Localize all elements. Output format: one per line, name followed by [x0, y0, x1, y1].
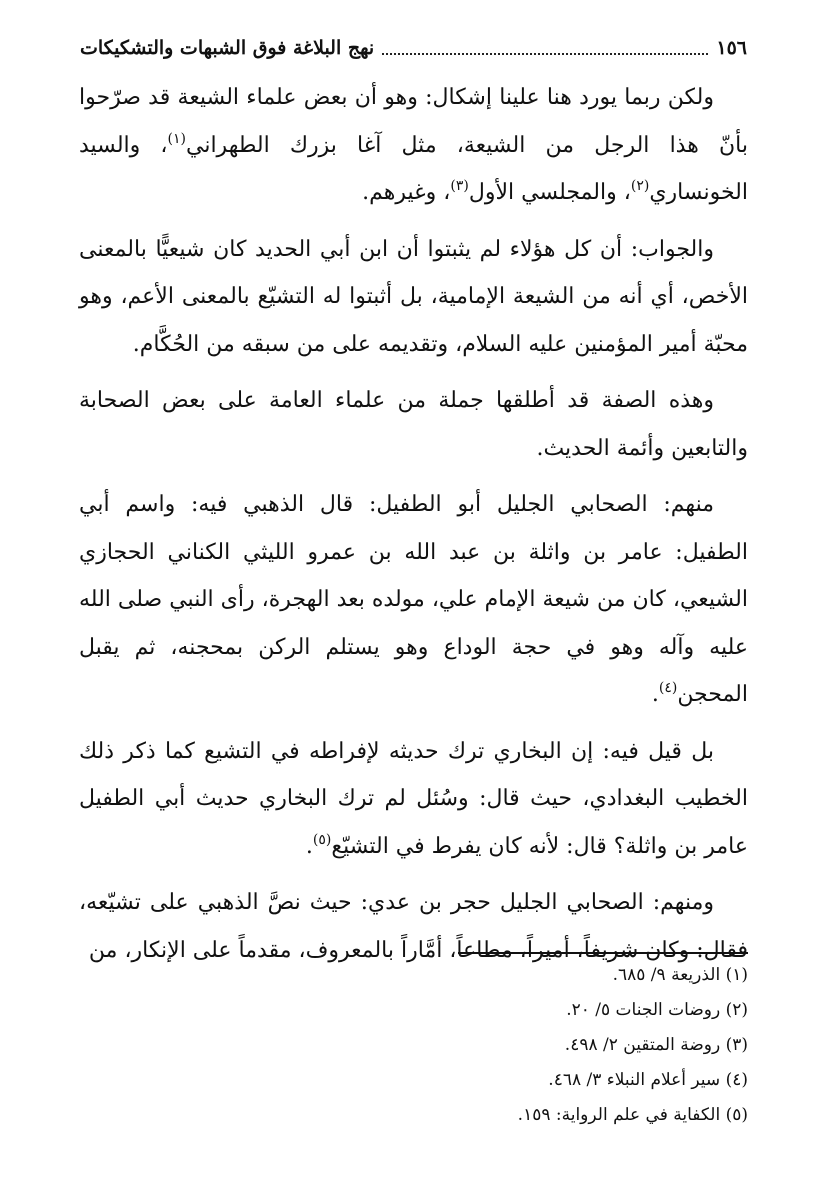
- paragraph: [79, 728, 748, 871]
- paragraph-text: ومنهم: الصحابي الجليل حجر بن عدي:: [360, 890, 714, 915]
- paragraph-text: إن البخاري ترك حديثه لإفراطه في التشيع كما ذكر ذلك الخطيب البغدادي، حيث قال: وسُئل لم ترك البخاري حديث أبي الطفيل عامر بن واثلة؟ قال: لأنه كان يفرط في التشيّع: [79, 738, 748, 859]
- paragraph-text: ، والسيد الخونساري: [79, 132, 748, 205]
- paragraph-text: وهو أن بعض علماء الشيعة قد صرّحوا بأنّ هذا الرجل من الشيعة، مثل آغا بزرك الطهراني: [79, 85, 748, 158]
- footnote: (١) الذريعة ٩/ ٦٨٥.: [612, 965, 748, 985]
- paragraph-text: قال الذهبي فيه: واسم أبي الطفيل: عامر بن واثلة بن عبد الله بن عمرو الليثي الكناني الحجازي الشيعي، كان من شيعة الإمام علي، مولده بعد الهجرة، رأى النبي صلى الله عليه وآله وهو في حجة الوداع وهو يستلم الركن بمحجنه، ثم يقبل المحجن: [79, 492, 748, 707]
- paragraph-text: حيث نصَّ الذهبي على تشيّعه، فقال: وكان شريفاً، أميراً، مطاعاً، أمَّاراً بالمعروف، مقدماً على الإنكار، من: [79, 890, 748, 963]
- footnote-marker: (٣): [450, 178, 469, 194]
- paragraph-text: ، والمجلسي الأول: [468, 180, 631, 205]
- paragraph-text: والجواب:: [630, 236, 714, 262]
- paragraph-text: وهذه الصفة قد أطلقها جملة من علماء العامة على بعض الصحابة والتابعين وأئمة الحديث.: [79, 388, 748, 461]
- footnote: (٣) روضة المتقين ٢/ ٤٩٨.: [564, 1035, 748, 1055]
- footnote-marker: (٥): [312, 831, 332, 848]
- paragraph-text: ، وغيرهم.: [362, 180, 451, 205]
- footnote-marker: (٢): [630, 178, 650, 194]
- paragraph: [79, 226, 748, 369]
- paragraph-text: أن كل هؤلاء لم يثبتوا أن ابن أبي الحديد كان شيعيًّا بالمعنى الأخص، أي أنه من الشيعة الإمامية، بل أثبتوا له التشيّع بالمعنى الأعم، وهو محبّة أمير المؤمنين عليه السلام، وتقديمه على من سبقه من الحُكَّام.: [79, 236, 748, 357]
- paragraph-text: ولكن ربما يورد هنا علينا إشكال:: [425, 85, 714, 110]
- footnote: (٤) سير أعلام النبلاء ٣/ ٤٦٨.: [548, 1070, 748, 1090]
- main-text: [79, 74, 748, 983]
- paragraph: [79, 481, 748, 719]
- running-header: [80, 30, 747, 60]
- paragraph-text: .: [305, 833, 313, 859]
- footnote-divider: [458, 952, 748, 954]
- paragraph-text: منهم: الصحابي الجليل أبو الطفيل:: [368, 492, 714, 517]
- page-number: ١٥٦: [716, 37, 747, 59]
- footnotes: [79, 958, 748, 1133]
- footnote-marker: (٤): [658, 680, 678, 696]
- paragraph-text: بل قيل فيه:: [602, 738, 714, 764]
- paragraph: [79, 377, 748, 472]
- header-title: نهج البلاغة فوق الشبهات والتشكيكات: [80, 37, 375, 59]
- header-leader-dots: [382, 53, 708, 55]
- footnote-marker: (١): [167, 130, 186, 147]
- footnote: (٢) روضات الجنات ٥/ ٢٠.: [566, 1000, 748, 1020]
- paragraph: [79, 74, 748, 217]
- footnote: (٥) الكفاية في علم الرواية: ١٥٩.: [517, 1105, 748, 1125]
- paragraph-text: .: [651, 682, 659, 707]
